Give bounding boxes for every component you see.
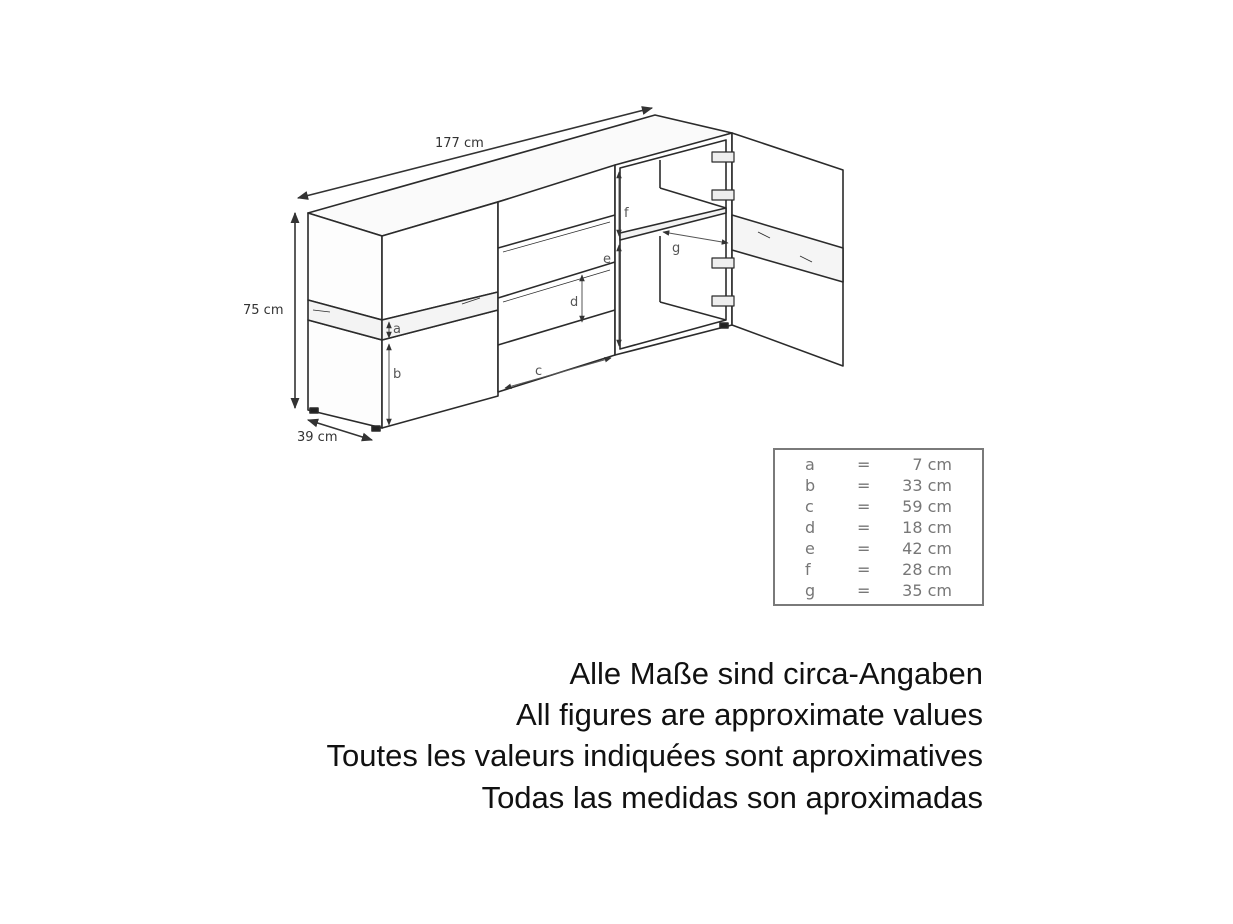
part-label-f: f (624, 206, 629, 221)
legend-key: c (805, 497, 814, 516)
part-label-a: a (393, 322, 401, 337)
legend-row (775, 539, 982, 560)
legend-key: b (805, 476, 816, 495)
legend-key: f (805, 560, 811, 579)
legend-value: 7 cm (912, 455, 952, 474)
sideboard-outline (308, 115, 843, 431)
legend-equals: = (857, 518, 871, 537)
legend-row (775, 497, 982, 518)
approximate-note-fr: Toutes les valeurs indiquées sont aproximatives (326, 738, 983, 773)
legend-equals: = (857, 539, 871, 558)
legend-value: 18 cm (902, 518, 952, 537)
legend-equals: = (857, 497, 871, 516)
legend-value: 28 cm (902, 560, 952, 579)
legend-row (775, 560, 982, 581)
approximate-note-en: All figures are approximate values (516, 697, 983, 732)
legend-key: g (805, 581, 816, 600)
width-label: 177 cm (435, 136, 484, 151)
legend-value: 33 cm (902, 476, 952, 495)
legend-row (775, 581, 982, 602)
measurement-legend (773, 448, 984, 606)
approximate-note-de: Alle Maße sind circa-Angaben (569, 656, 983, 691)
part-label-d: d (570, 295, 579, 310)
legend-row (775, 455, 982, 476)
approximate-note-es: Todas las medidas son aproximadas (481, 780, 983, 815)
legend-row (775, 476, 982, 497)
legend-equals: = (857, 581, 871, 600)
part-label-c: c (535, 364, 543, 379)
legend-equals: = (857, 560, 871, 579)
legend-value: 35 cm (902, 581, 952, 600)
part-label-b: b (393, 367, 402, 382)
legend-equals: = (857, 455, 871, 474)
height-label: 75 cm (243, 303, 284, 318)
legend-value: 42 cm (902, 539, 952, 558)
part-label-e: e (603, 252, 611, 267)
legend-equals: = (857, 476, 871, 495)
legend-key: d (805, 518, 816, 537)
part-label-g: g (672, 241, 681, 256)
legend-value: 59 cm (902, 497, 952, 516)
legend-key: e (805, 539, 815, 558)
legend-row (775, 518, 982, 539)
depth-label: 39 cm (297, 430, 338, 445)
legend-key: a (805, 455, 815, 474)
